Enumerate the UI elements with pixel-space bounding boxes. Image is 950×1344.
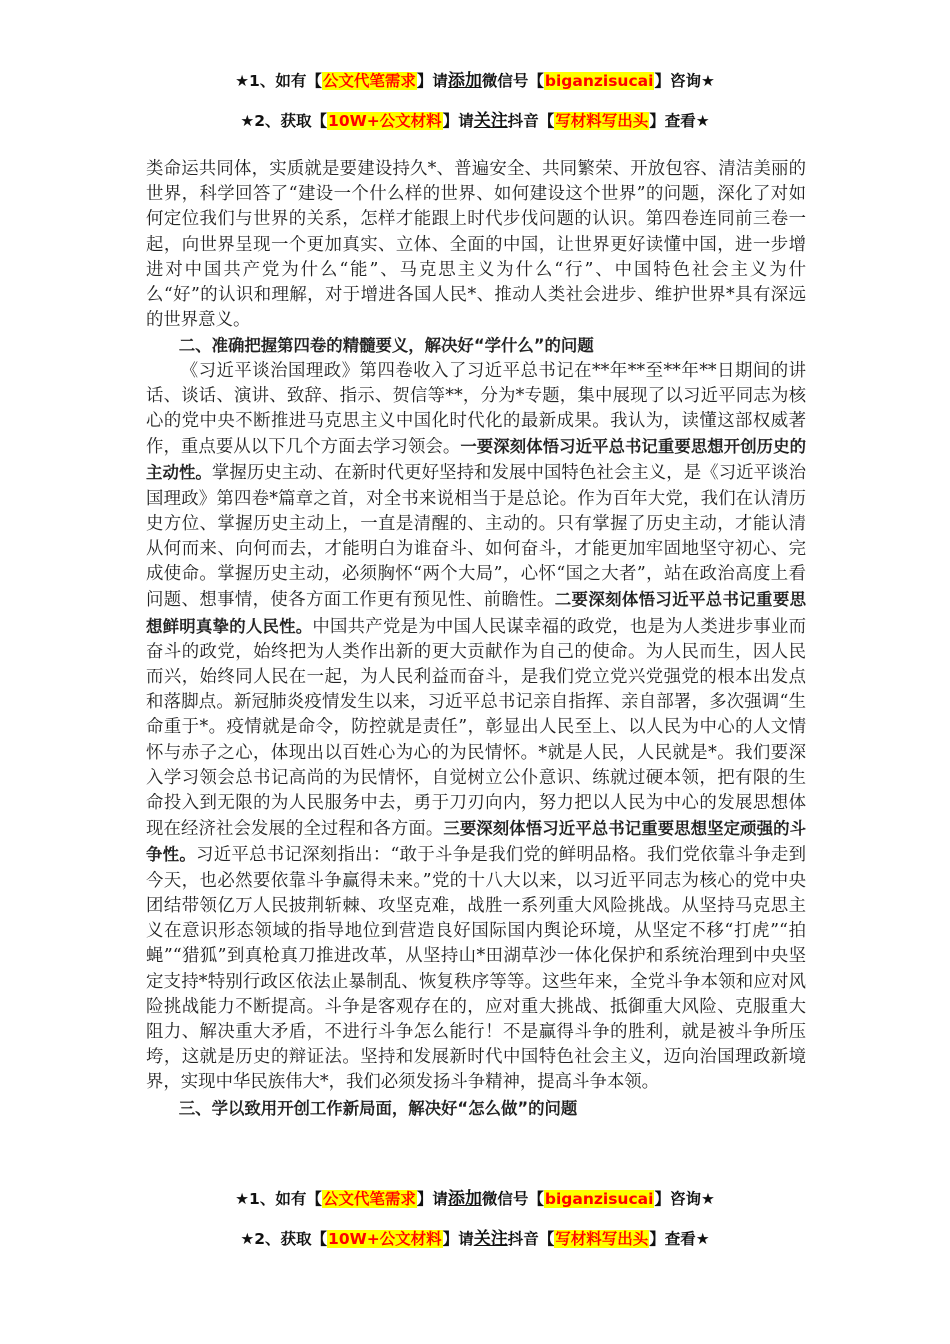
section-heading-2: 二、准确把握第四卷的精髓要义，解决好“学什么”的问题 xyxy=(178,336,594,356)
document-body xyxy=(146,157,806,1121)
bottom-banner-line-1: ★1、如有【公文代笔需求】请添加微信号【biganzisucai】咨询★ xyxy=(235,1189,715,1209)
top-banner-line-1: ★1、如有【公文代笔需求】请添加微信号【biganzisucai】咨询★ xyxy=(235,71,715,91)
top-banner-line-2: ★2、获取【10W+公文材料】请关注抖音【写材料写出头】查看★ xyxy=(240,111,710,131)
section-heading-3: 三、学以致用开创工作新局面，解决好“怎么做”的问题 xyxy=(178,1098,578,1118)
bottom-banner-line-2: ★2、获取【10W+公文材料】请关注抖音【写材料写出头】查看★ xyxy=(240,1229,710,1249)
highlight-douyin: 写材料写出头 xyxy=(555,1230,649,1248)
point-3-heading: 三要深刻体悟习近平总书记重要思想坚定顽强的斗争性。 xyxy=(146,819,806,865)
point-2-heading: 二要深刻体悟习近平总书记重要思想鲜明真挚的人民性。 xyxy=(146,590,806,636)
highlight-materials: 10W+公文材料 xyxy=(328,112,442,130)
highlight-materials: 10W+公文材料 xyxy=(328,1230,442,1248)
highlight-douyin: 写材料写出头 xyxy=(555,112,649,130)
highlight-wechat-id: biganzisucai xyxy=(544,72,654,90)
highlight-service: 公文代笔需求 xyxy=(322,1190,416,1208)
paragraph-2: 《习近平谈治国理政》第四卷收入了习近平总书记在**年**至**年**日期间的讲话、谈话、演讲、致辞、指示、贺信等**，分为*专题，集中展现了以习近平同志为核心的党中央不断推进马克思主义中国化时代化的最新成果。我认为，读懂这部权威著作，重点要从以下几个方面去学习领会。一要深刻体悟习近平总书记重要思想开创历史的主动性。掌握历史主动、在新时代更好坚持和发展中国特色社会主义，是《习近平谈治国理政》第四卷*篇章之首，对全书来说相当于是总论。作为百年大党，我们在认清历史方位、掌握历史主动上，一直是清醒的、主动的。只有掌握了历史主动，才能认清从何而来、向何而去，才能明白为谁奋斗、如何奋斗，才能更加牢固地坚守初心、完成使命。掌握历史主动，必须胸怀“两个大局”，心怀“国之大者”，站在政治高度上看问题、想事情，使各方面工作更有预见性、前瞻性。二要深刻体悟习近平总书记重要思想鲜明真挚的人民性。中国共产党是为中国人民谋幸福的政党，也是为人类进步事业而奋斗的政党，始终把为人类作出新的更大贡献作为自己的使命。为人民而生，因人民而兴，始终同人民在一起，为人民利益而奋斗，是我们党立党兴党强党的根本出发点和落脚点。新冠肺炎疫情发生以来，习近平总书记亲自指挥、亲自部署，多次强调“生命重于*。疫情就是命令，防控就是责任”，彰显出人民至上、以人民为中心的人文情怀与赤子之心，体现出以百姓心为心的为民情怀。*就是人民，人民就是*。我们要深入学习领会总书记高尚的为民情怀，自觉树立公仆意识、练就过硬本领，把有限的生命投入到无限的为人民服务中去，勇于刀刃向内，努力把以人民为中心的发展思想体现在经济社会发展的全过程和各方面。三要深刻体悟习近平总书记重要思想坚定顽强的斗争性。习近平总书记深刻指出：“敢于斗争是我们党的鲜明品格。我们党依靠斗争走到今天，也必然要依靠斗争赢得未来。”党的十八大以来，以习近平同志为核心的党中央团结带领亿万人民披荆斩棘、攻坚克难，战胜一系列重大风险挑战。从坚持马克思主义在意识形态领域的指导地位到营造良好国际国内舆论环境，从坚定不移“打虎”“拍蝇”“猎狐”到真枪真刀推进改革，从坚持山*田湖草沙一体化保护和系统治理到中央坚定支持*特别行政区依法止暴制乱、恢复秩序等等。这些年来，全党斗争本领和应对风险挑战能力不断提高。斗争是客观存在的，应对重大挑战、抵御重大风险、克服重大阻力、解决重大矛盾，不进行斗争怎么能行！不是赢得斗争的胜利，就是被斗争所压垮，这就是历史的辩证法。坚持和发展新时代中国特色社会主义，迈向治国理政新境界，实现中华民族伟大*，我们必须发扬斗争精神，提高斗争本领。 xyxy=(146,360,807,1093)
paragraph-1: 类命运共同体，实质就是要建设持久*、普遍安全、共同繁荣、开放包容、清洁美丽的世界，科学回答了“建设一个什么样的世界、如何建设这个世界”的问题，深化了对如何定位我们与世界的关系，怎样才能跟上时代步伐问题的认识。第四卷连同前三卷一起，向世界呈现一个更加真实、立体、全面的中国，让世界更好读懂中国，进一步增进对中国共产党为什么“能”、马克思主义为什么“行”、中国特色社会主义为什么“好”的认识和理解，对于增进各国人民*、推动人类社会进步、维护世界*具有深远的世界意义。 xyxy=(146,159,806,331)
highlight-wechat-id: biganzisucai xyxy=(544,1190,654,1208)
point-1-heading: 一要深刻体悟习近平总书记重要思想开创历史的主动性。 xyxy=(146,437,806,483)
highlight-service: 公文代笔需求 xyxy=(322,72,416,90)
